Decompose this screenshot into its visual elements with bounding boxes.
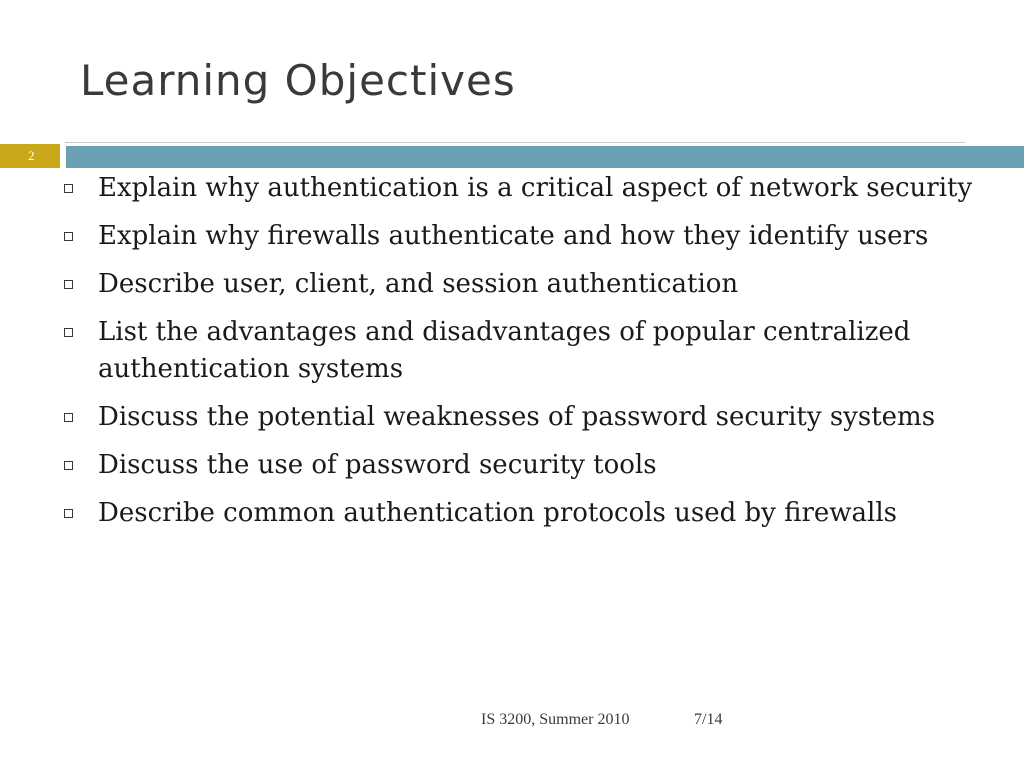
- list-item-text: Discuss the use of password security tools: [98, 450, 657, 480]
- list-item-text: Explain why firewalls authenticate and how they identify users: [98, 221, 929, 251]
- hollow-square-icon: [64, 232, 73, 241]
- list-item-text: Describe common authentication protocols used by firewalls: [98, 498, 898, 528]
- hollow-square-icon: [64, 461, 73, 470]
- title-accent-bar: [66, 146, 1024, 168]
- list-item-text: Describe user, client, and session authentication: [98, 269, 739, 299]
- footer-course-label: IS 3200, Summer 2010: [481, 711, 630, 728]
- list-item: [62, 170, 1002, 207]
- list-item-text: Discuss the potential weaknesses of password security systems: [98, 402, 936, 432]
- hollow-square-icon: [64, 509, 73, 518]
- list-item: [62, 495, 1002, 532]
- slide-number: 2: [28, 148, 35, 163]
- list-item-text: List the advantages and disadvantages of popular centralized authentication systems: [98, 317, 911, 384]
- hollow-square-icon: [64, 280, 73, 289]
- list-item: [62, 266, 1002, 303]
- slide-number-badge: [0, 144, 60, 168]
- list-item-text: Explain why authentication is a critical aspect of network security: [98, 173, 973, 203]
- list-item: [62, 447, 1002, 484]
- footer-page-number: 7/14: [694, 711, 723, 728]
- hollow-square-icon: [64, 328, 73, 337]
- list-item: [62, 218, 1002, 255]
- slide-title: Learning Objectives: [80, 56, 516, 105]
- list-item: [62, 399, 1002, 436]
- list-item: [62, 314, 1002, 388]
- title-divider-line: [65, 142, 965, 143]
- hollow-square-icon: [64, 413, 73, 422]
- objectives-list: [62, 170, 1002, 543]
- hollow-square-icon: [64, 184, 73, 193]
